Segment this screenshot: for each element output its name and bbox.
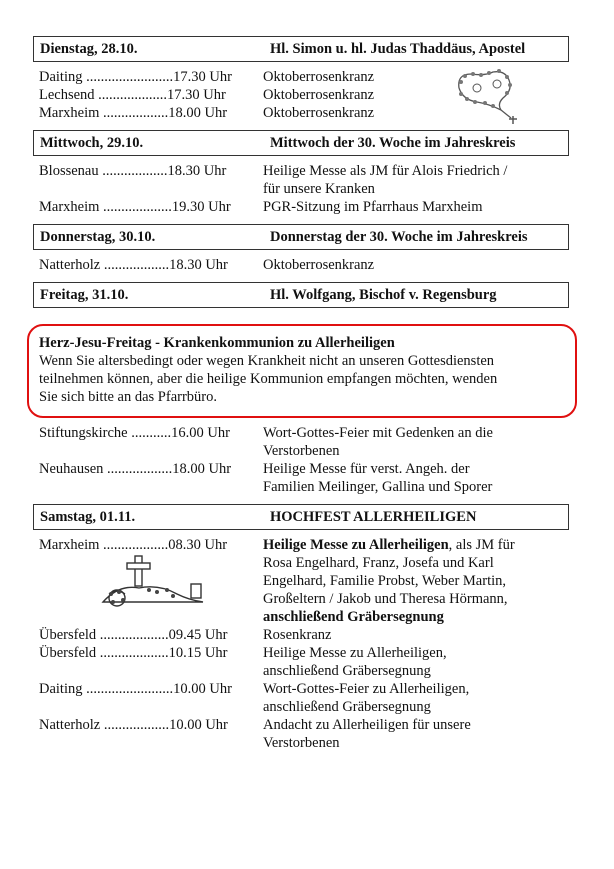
day-header <box>33 504 569 530</box>
entry-description <box>263 460 569 496</box>
day-date: Mittwoch, 29.10. <box>40 134 144 151</box>
entry-line: für unsere Kranken <box>263 181 375 197</box>
entry-place-time: Stiftungskirche ...........16.00 Uhr <box>39 425 230 441</box>
entry-place-time: Übersfeld ...................09.45 Uhr <box>39 627 228 643</box>
entry-description <box>263 162 569 198</box>
schedule-page <box>33 36 569 760</box>
entry-line: Familien Meilinger, Gallina und Sporer <box>263 479 493 495</box>
entry-description <box>263 536 569 626</box>
day-entries <box>33 156 569 224</box>
day-title: HOCHFEST ALLERHEILIGEN <box>270 508 477 525</box>
day-entries <box>33 422 569 504</box>
entry-line: , als JM für <box>448 537 515 553</box>
entry-place-time: Marxheim ...................19.30 Uhr <box>39 199 231 215</box>
entry-place-time: Lechsend ...................17.30 Uhr <box>39 87 226 103</box>
entry-description: Oktoberrosenkranz <box>263 257 375 273</box>
entry-line: Heilige Messe zu Allerheiligen, <box>263 645 447 661</box>
day-date: Donnerstag, 30.10. <box>40 228 156 245</box>
entry-row <box>39 680 569 716</box>
entry-line: Heilige Messe für verst. Angeh. der <box>263 461 470 477</box>
entry-line: Verstorbenen <box>263 735 340 751</box>
entry-place-time: Marxheim ..................18.00 Uhr <box>39 105 228 121</box>
rosary-icon <box>453 68 533 124</box>
notice-line: Sie sich bitte an das Pfarrbüro. <box>39 389 217 405</box>
entry-line: Rosa Engelhard, Franz, Josefa und Karl <box>263 555 494 571</box>
entry-row <box>39 716 569 752</box>
entry-description <box>263 644 569 680</box>
entry-place-time: Natterholz ..................18.30 Uhr <box>39 257 228 273</box>
entry-line: Andacht zu Allerheiligen für unsere <box>263 717 471 733</box>
entry-bold-lead: Heilige Messe zu Allerheiligen <box>263 537 449 553</box>
entry-line: anschließend Gräbersegnung <box>263 663 431 679</box>
day-header <box>33 130 569 156</box>
notice-box <box>27 324 577 418</box>
entry-description <box>263 716 569 752</box>
entry-description <box>263 424 569 460</box>
day-title: Donnerstag der 30. Woche im Jahreskreis <box>270 228 528 245</box>
entry-line: Wort-Gottes-Feier mit Gedenken an die <box>263 425 493 441</box>
entry-line: Engelhard, Familie Probst, Weber Martin, <box>263 573 507 589</box>
day-entries <box>33 250 569 282</box>
entry-place-time: Blossenau ..................18.30 Uhr <box>39 163 227 179</box>
day-date: Freitag, 31.10. <box>40 286 129 303</box>
day-entries <box>33 62 569 130</box>
entry-place-time: Übersfeld ...................10.15 Uhr <box>39 645 228 661</box>
notice-line: Wenn Sie altersbedingt oder wegen Krankheit nicht an unseren Gottesdiensten <box>39 353 495 369</box>
entry-description <box>263 680 569 716</box>
entry-description: Rosenkranz <box>263 627 332 643</box>
entry-place-time: Neuhausen ..................18.00 Uhr <box>39 461 232 477</box>
entry-place-time: Marxheim ..................08.30 Uhr <box>39 537 228 553</box>
entry-row <box>39 162 569 198</box>
entry-line: anschließend Gräbersegnung <box>263 699 431 715</box>
entry-place-time: Daiting ........................17.30 Uhr <box>39 69 232 85</box>
day-entries <box>33 530 569 760</box>
entry-row <box>39 626 569 644</box>
entry-place-time: Daiting ........................10.00 Uhr <box>39 681 232 697</box>
day-header <box>33 36 569 62</box>
entry-place-time: Natterholz ..................10.00 Uhr <box>39 717 228 733</box>
day-title: Hl. Simon u. hl. Judas Thaddäus, Apostel <box>270 40 526 57</box>
day-date: Samstag, 01.11. <box>40 508 136 525</box>
grave-cross-icon <box>99 554 209 612</box>
day-title: Hl. Wolfgang, Bischof v. Regensburg <box>270 286 497 303</box>
entry-row <box>39 424 569 460</box>
day-title: Mittwoch der 30. Woche im Jahreskreis <box>270 134 516 151</box>
entry-line: Großeltern / Jakob und Theresa Hörmann, <box>263 591 508 607</box>
notice-title: Herz-Jesu-Freitag - Krankenkommunion zu Allerheiligen <box>39 335 395 351</box>
entry-line: Verstorbenen <box>263 443 340 459</box>
day-header <box>33 282 569 308</box>
entry-bold-tail: anschließend Gräbersegnung <box>263 609 444 625</box>
entry-description: PGR-Sitzung im Pfarrhaus Marxheim <box>263 199 483 215</box>
entry-description: Oktoberrosenkranz <box>263 87 375 103</box>
entry-description: Oktoberrosenkranz <box>263 69 375 85</box>
entry-description: Oktoberrosenkranz <box>263 105 375 121</box>
notice-line: teilnehmen können, aber die heilige Kommunion empfangen möchten, wenden <box>39 371 498 387</box>
day-date: Dienstag, 28.10. <box>40 40 138 57</box>
entry-row <box>39 644 569 680</box>
entry-line: Wort-Gottes-Feier zu Allerheiligen, <box>263 681 470 697</box>
entry-row <box>39 198 569 216</box>
entry-row <box>39 256 569 274</box>
entry-row <box>39 460 569 496</box>
entry-line: Heilige Messe als JM für Alois Friedrich / <box>263 163 508 179</box>
day-header <box>33 224 569 250</box>
